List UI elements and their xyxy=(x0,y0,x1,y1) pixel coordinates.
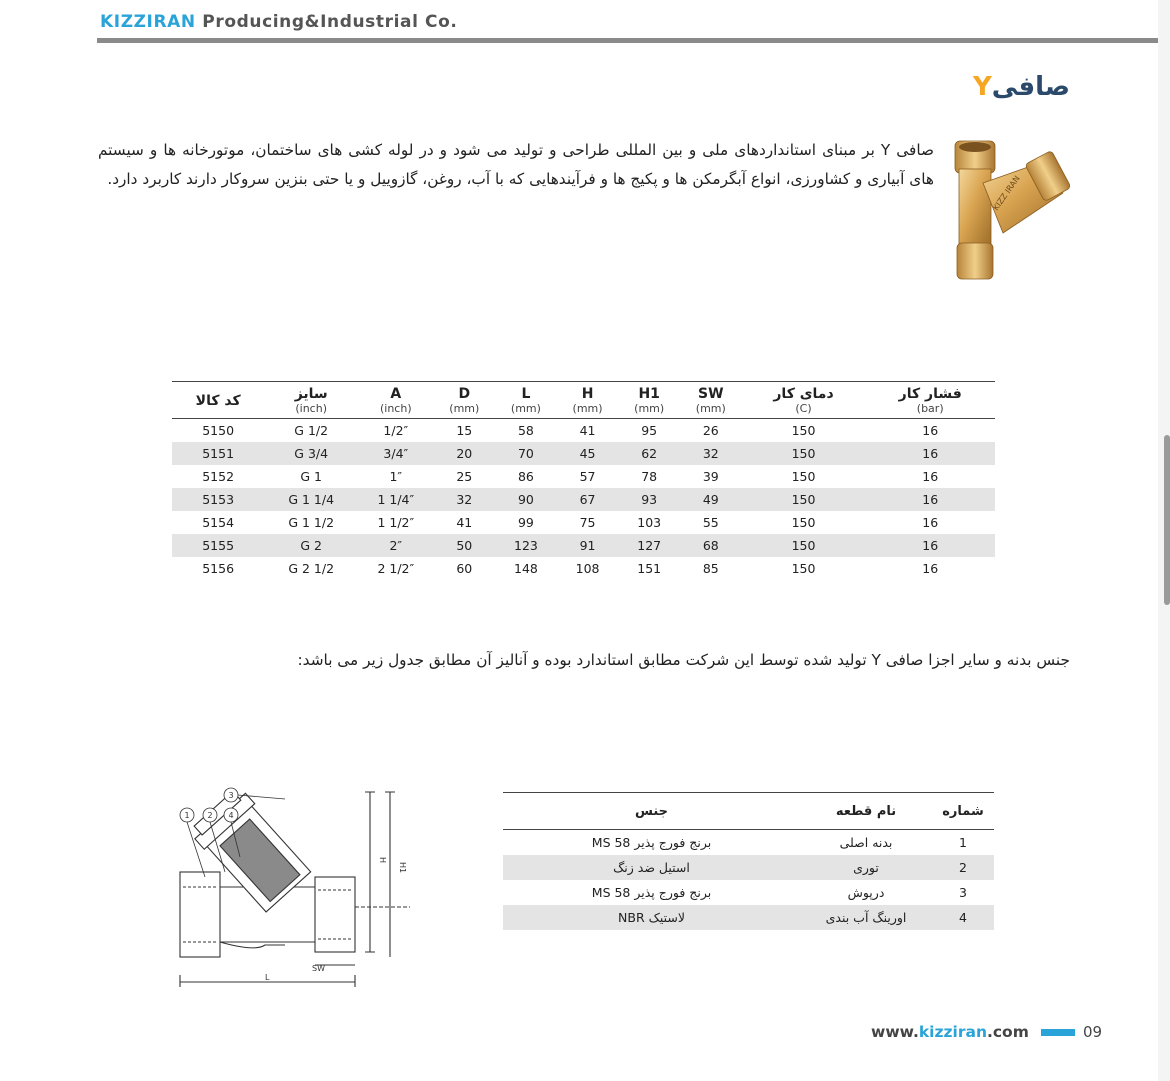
parts-cell-name: بدنه اصلی xyxy=(839,835,893,850)
spec-row xyxy=(172,511,995,534)
spec-cell: 5156 xyxy=(202,561,235,576)
spec-cell: 1 1/2″ xyxy=(377,515,415,530)
spec-cell: 70 xyxy=(517,446,534,461)
parts-row xyxy=(503,880,994,905)
company-suffix: Producing&Industrial Co. xyxy=(195,12,458,32)
spec-cell: 86 xyxy=(517,469,534,484)
company-header xyxy=(100,12,457,32)
spec-row xyxy=(172,488,995,511)
spec-cell: 68 xyxy=(702,538,719,553)
spec-header-temp: دمای کار (C) xyxy=(742,382,866,419)
spec-header-size: سایز (inch) xyxy=(264,382,358,419)
spec-cell: 123 xyxy=(514,538,538,553)
parts-cell-material: استیل ضد زنگ xyxy=(613,860,690,875)
parts-row xyxy=(503,905,994,930)
spec-cell: 150 xyxy=(791,515,816,530)
spec-table xyxy=(172,381,995,580)
spec-cell: 26 xyxy=(702,423,719,438)
parts-cell-name: اورینگ آب بندی xyxy=(825,910,907,925)
spec-cell: 62 xyxy=(641,446,658,461)
spec-header-h1: H1 (mm) xyxy=(618,382,680,419)
spec-cell: 75 xyxy=(579,515,596,530)
spec-cell: 91 xyxy=(579,538,596,553)
parts-cell-name: درپوش xyxy=(847,885,885,900)
spec-cell: 32 xyxy=(456,492,473,507)
spec-header-pressure: فشار کار (bar) xyxy=(865,382,995,419)
callout-3: 3 xyxy=(228,791,234,800)
spec-cell: 15 xyxy=(456,423,473,438)
spec-row xyxy=(172,419,995,443)
spec-cell: 55 xyxy=(702,515,719,530)
spec-cell: 25 xyxy=(456,469,473,484)
spec-cell: 16 xyxy=(922,469,939,484)
page-title xyxy=(973,72,1070,102)
spec-cell: 5152 xyxy=(202,469,235,484)
spec-cell: 150 xyxy=(791,446,816,461)
spec-cell: 150 xyxy=(791,423,816,438)
parts-header-material: جنس xyxy=(503,793,800,830)
callout-1: 1 xyxy=(184,811,190,820)
spec-cell: 150 xyxy=(791,492,816,507)
spec-cell: 5150 xyxy=(202,423,235,438)
dim-l: L xyxy=(265,973,270,982)
spec-cell: 16 xyxy=(922,515,939,530)
parts-table xyxy=(503,792,994,930)
spec-cell: 103 xyxy=(637,515,662,530)
spec-cell: 41 xyxy=(579,423,596,438)
spec-cell: 58 xyxy=(517,423,534,438)
spec-cell: 148 xyxy=(514,561,538,576)
spec-cell: 16 xyxy=(922,423,939,438)
spec-cell: 95 xyxy=(641,423,658,438)
parts-row xyxy=(503,830,994,856)
spec-cell: G 1 1/2 xyxy=(288,515,335,530)
spec-row xyxy=(172,534,995,557)
parts-header-no: شماره xyxy=(932,793,994,830)
spec-row xyxy=(172,465,995,488)
spec-cell: 5153 xyxy=(202,492,235,507)
spec-cell: G 2 1/2 xyxy=(288,561,335,576)
spec-cell: 150 xyxy=(791,469,816,484)
technical-drawing xyxy=(165,777,425,992)
spec-cell: 1/2″ xyxy=(383,423,409,438)
spec-header-h: H (mm) xyxy=(557,382,619,419)
dim-h1: H1 xyxy=(398,862,407,874)
spec-cell: 2 1/2″ xyxy=(377,561,415,576)
spec-header-a: A (inch) xyxy=(358,382,433,419)
footer-accent-bar xyxy=(1041,1029,1075,1036)
parts-cell-no: 4 xyxy=(959,910,967,925)
page-number: 09 xyxy=(1083,1023,1103,1041)
spec-row xyxy=(172,442,995,465)
y-strainer-photo xyxy=(945,133,1070,283)
spec-cell: 108 xyxy=(575,561,600,576)
spec-cell: G 2 xyxy=(300,538,322,553)
parts-cell-no: 3 xyxy=(959,885,967,900)
parts-row xyxy=(503,855,994,880)
material-note: جنس بدنه و سایر اجزا صافی Y تولید شده توسط این شرکت مطابق استاندارد بوده و آنالیز آن مطابق جدول زیر می باشد: xyxy=(297,651,1070,669)
spec-header-sw: SW (mm) xyxy=(680,382,742,419)
spec-cell: G 1 1/4 xyxy=(288,492,335,507)
spec-header-code: کد کالا xyxy=(172,382,264,419)
spec-row xyxy=(172,557,995,580)
parts-cell-material: برنج فورج پذیر MS 58 xyxy=(591,885,712,900)
spec-cell: 150 xyxy=(791,538,816,553)
spec-table-body xyxy=(172,419,995,581)
spec-cell: 151 xyxy=(637,561,662,576)
spec-cell: 57 xyxy=(579,469,596,484)
spec-cell: 20 xyxy=(456,446,473,461)
spec-cell: G 3/4 xyxy=(294,446,329,461)
dim-h: H xyxy=(378,857,387,864)
spec-cell: 150 xyxy=(791,561,816,576)
spec-cell: 67 xyxy=(579,492,596,507)
parts-cell-no: 2 xyxy=(959,860,967,875)
title-y: Y xyxy=(972,72,992,102)
spec-cell: 1 1/4″ xyxy=(377,492,415,507)
spec-cell: 50 xyxy=(456,538,473,553)
header-rule xyxy=(97,38,1160,43)
parts-cell-material: برنج فورج پذیر MS 58 xyxy=(591,835,712,850)
callout-2: 2 xyxy=(207,811,213,820)
parts-cell-name: توری xyxy=(853,860,879,875)
parts-cell-material: لاستیک NBR xyxy=(618,910,685,925)
brand-name: KIZZIRAN xyxy=(100,12,196,32)
spec-cell: 85 xyxy=(702,561,719,576)
website-link[interactable]: www.kizziran.com xyxy=(871,1023,1029,1041)
photo-marking: KIZZ IRAN xyxy=(991,174,1022,213)
spec-cell: 32 xyxy=(702,446,719,461)
spec-cell: 2″ xyxy=(389,538,403,553)
spec-cell: 60 xyxy=(456,561,473,576)
spec-cell: 5154 xyxy=(202,515,235,530)
parts-header-name: نام قطعه xyxy=(800,793,932,830)
spec-cell: 16 xyxy=(922,492,939,507)
spec-cell: 16 xyxy=(922,446,939,461)
parts-table-body xyxy=(503,830,994,931)
spec-cell: 93 xyxy=(641,492,658,507)
spec-cell: 5151 xyxy=(202,446,235,461)
spec-header-l: L (mm) xyxy=(495,382,557,419)
intro-paragraph: صافی Y بر مبنای استانداردهای ملی و بین المللی طراحی و تولید می شود و در لوله کشی های ساختمان، موتورخانه ها و سیستم های آبیاری و کشاورزی، انواع آبگرمکن ها و پکیج ها و فرآیندهایی که با آب، روغن، گازوییل و یا حتی بنزین سروکار دارند کاربرد دارد. xyxy=(98,141,935,188)
spec-cell: 39 xyxy=(702,469,719,484)
spec-cell: 16 xyxy=(922,561,939,576)
spec-cell: 3/4″ xyxy=(383,446,409,461)
spec-cell: 78 xyxy=(641,469,658,484)
spec-cell: 5155 xyxy=(202,538,235,553)
spec-cell: G 1/2 xyxy=(294,423,329,438)
spec-header-d: D (mm) xyxy=(434,382,496,419)
spec-cell: G 1 xyxy=(300,469,322,484)
spec-cell: 41 xyxy=(456,515,473,530)
callout-4: 4 xyxy=(228,811,234,820)
scrollbar-thumb[interactable] xyxy=(1164,435,1170,605)
title-text: صافی xyxy=(991,72,1070,102)
spec-cell: 99 xyxy=(517,515,534,530)
spec-cell: 127 xyxy=(637,538,662,553)
spec-cell: 90 xyxy=(517,492,534,507)
spec-cell: 45 xyxy=(579,446,596,461)
parts-cell-no: 1 xyxy=(959,835,967,850)
spec-cell: 1″ xyxy=(389,469,403,484)
spec-cell: 16 xyxy=(922,538,939,553)
spec-cell: 49 xyxy=(702,492,719,507)
dim-sw: SW xyxy=(312,964,325,973)
